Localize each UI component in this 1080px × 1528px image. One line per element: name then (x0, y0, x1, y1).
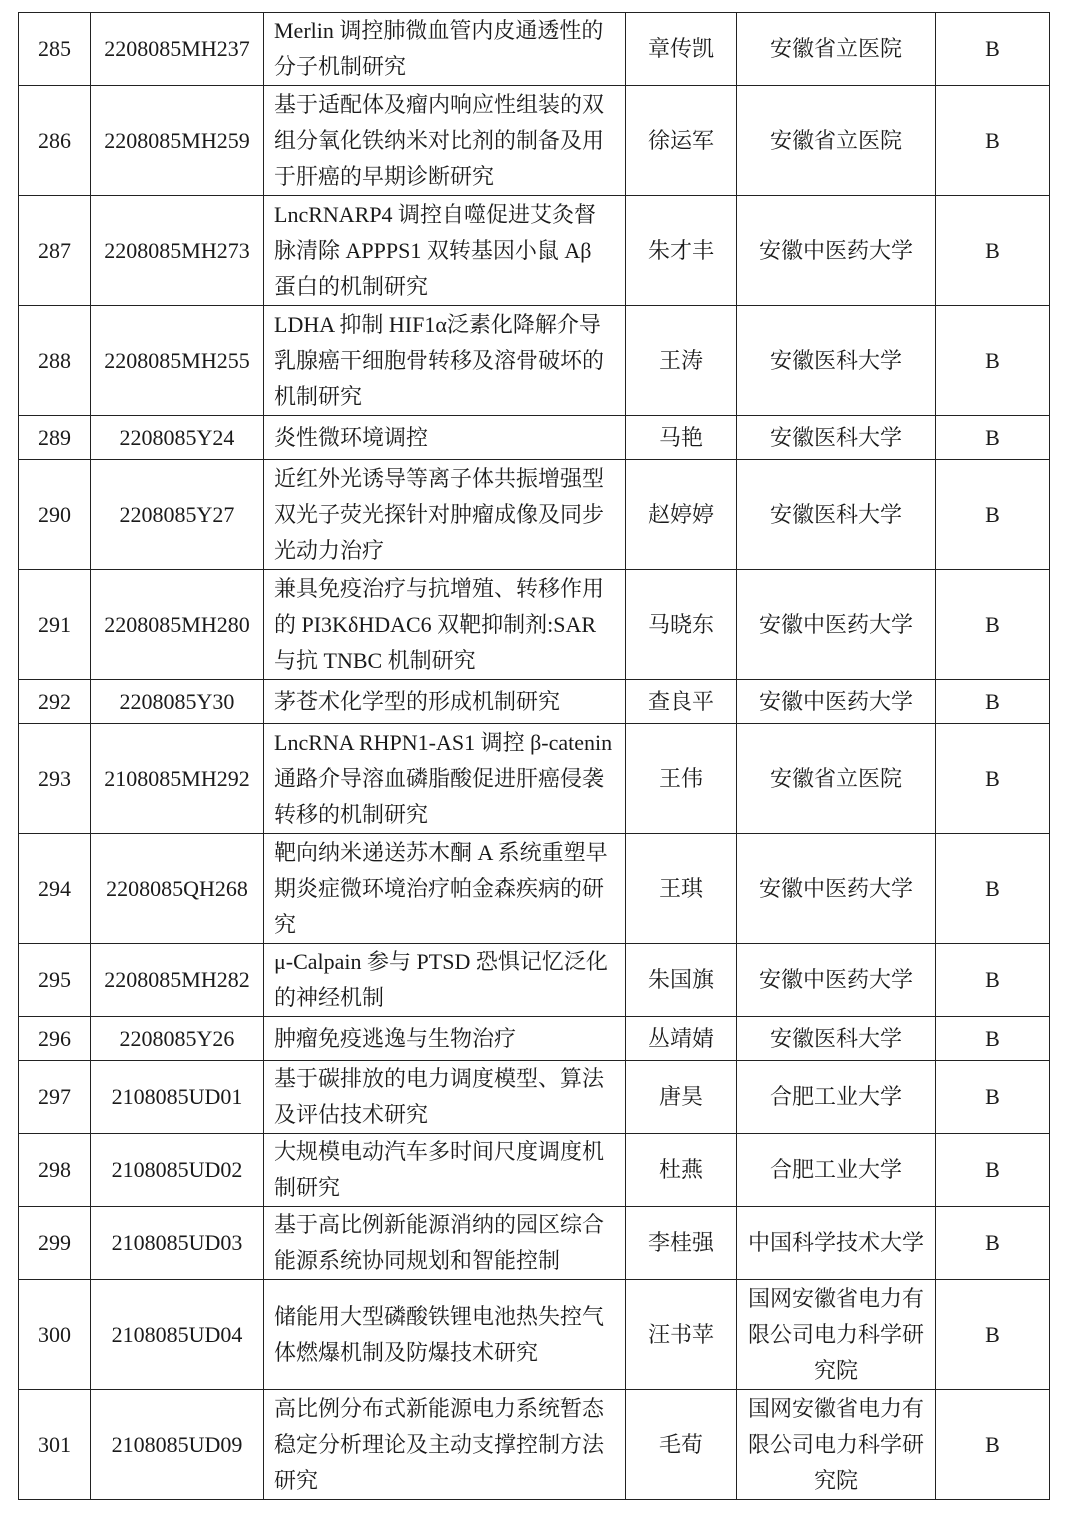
project-code: 2208085Y27 (91, 460, 264, 570)
project-title: 近红外光诱导等离子体共振增强型双光子荧光探针对肿瘤成像及同步光动力治疗 (264, 460, 626, 570)
row-number: 297 (19, 1061, 91, 1134)
host-unit: 安徽医科大学 (737, 306, 936, 416)
table-row (19, 724, 1050, 834)
row-number: 292 (19, 680, 91, 724)
evaluation-grade: B (936, 86, 1050, 196)
row-number: 286 (19, 86, 91, 196)
evaluation-grade: B (936, 570, 1050, 680)
host-unit: 安徽省立医院 (737, 86, 936, 196)
row-number: 289 (19, 416, 91, 460)
table-row (19, 196, 1050, 306)
table-row (19, 1061, 1050, 1134)
table-row (19, 460, 1050, 570)
row-number: 291 (19, 570, 91, 680)
evaluation-grade: B (936, 306, 1050, 416)
project-code: 2108085UD09 (91, 1390, 264, 1500)
host-unit: 国网安徽省电力有限公司电力科学研究院 (737, 1390, 936, 1500)
project-code: 2108085UD03 (91, 1207, 264, 1280)
host-unit: 安徽医科大学 (737, 460, 936, 570)
evaluation-grade: B (936, 460, 1050, 570)
project-code: 2108085MH292 (91, 724, 264, 834)
project-title: 兼具免疫治疗与抗增殖、转移作用的 PI3KδHDAC6 双靶抑制剂:SAR 与抗 TNBC 机制研究 (264, 570, 626, 680)
project-title: 高比例分布式新能源电力系统暂态稳定分析理论及主动支撑控制方法研究 (264, 1390, 626, 1500)
host-unit: 中国科学技术大学 (737, 1207, 936, 1280)
table-row (19, 416, 1050, 460)
project-title: 茅苍术化学型的形成机制研究 (264, 680, 626, 724)
project-code: 2208085Y26 (91, 1017, 264, 1061)
project-code: 2108085UD02 (91, 1134, 264, 1207)
evaluation-grade: B (936, 680, 1050, 724)
project-leader: 赵婷婷 (626, 460, 737, 570)
project-code: 2208085MH282 (91, 944, 264, 1017)
row-number: 285 (19, 13, 91, 86)
host-unit: 安徽中医药大学 (737, 570, 936, 680)
project-code: 2208085MH237 (91, 13, 264, 86)
row-number: 295 (19, 944, 91, 1017)
project-code: 2208085MH273 (91, 196, 264, 306)
project-code: 2208085QH268 (91, 834, 264, 944)
evaluation-grade: B (936, 944, 1050, 1017)
project-code: 2208085MH255 (91, 306, 264, 416)
row-number: 300 (19, 1280, 91, 1390)
project-leader: 朱国旗 (626, 944, 737, 1017)
row-number: 290 (19, 460, 91, 570)
evaluation-grade: B (936, 13, 1050, 86)
row-number: 299 (19, 1207, 91, 1280)
project-code: 2108085UD01 (91, 1061, 264, 1134)
row-number: 296 (19, 1017, 91, 1061)
project-leader: 朱才丰 (626, 196, 737, 306)
project-code: 2208085Y24 (91, 416, 264, 460)
evaluation-grade: B (936, 1207, 1050, 1280)
evaluation-grade: B (936, 1061, 1050, 1134)
evaluation-grade: B (936, 1134, 1050, 1207)
host-unit: 安徽中医药大学 (737, 680, 936, 724)
project-title: LDHA 抑制 HIF1α泛素化降解介导乳腺癌干细胞骨转移及溶骨破坏的机制研究 (264, 306, 626, 416)
table-row (19, 13, 1050, 86)
project-leader: 查良平 (626, 680, 737, 724)
project-title: 基于高比例新能源消纳的园区综合能源系统协同规划和智能控制 (264, 1207, 626, 1280)
evaluation-grade: B (936, 416, 1050, 460)
host-unit: 安徽中医药大学 (737, 196, 936, 306)
project-leader: 毛荀 (626, 1390, 737, 1500)
project-leader: 丛靖婧 (626, 1017, 737, 1061)
project-title: 储能用大型磷酸铁锂电池热失控气体燃爆机制及防爆技术研究 (264, 1280, 626, 1390)
evaluation-grade: B (936, 1017, 1050, 1061)
row-number: 301 (19, 1390, 91, 1500)
project-code: 2108085UD04 (91, 1280, 264, 1390)
table-row (19, 680, 1050, 724)
project-leader: 章传凯 (626, 13, 737, 86)
table-row (19, 306, 1050, 416)
project-table (18, 12, 1050, 1500)
host-unit: 合肥工业大学 (737, 1134, 936, 1207)
table-row (19, 86, 1050, 196)
host-unit: 安徽省立医院 (737, 13, 936, 86)
table-row (19, 1207, 1050, 1280)
evaluation-grade: B (936, 196, 1050, 306)
table-row (19, 1280, 1050, 1390)
project-leader: 王琪 (626, 834, 737, 944)
project-title: 基于适配体及瘤内响应性组装的双组分氧化铁纳米对比剂的制备及用于肝癌的早期诊断研究 (264, 86, 626, 196)
project-leader: 徐运军 (626, 86, 737, 196)
project-title: 炎性微环境调控 (264, 416, 626, 460)
table-row (19, 834, 1050, 944)
project-leader: 王伟 (626, 724, 737, 834)
project-code: 2208085Y30 (91, 680, 264, 724)
row-number: 294 (19, 834, 91, 944)
project-leader: 王涛 (626, 306, 737, 416)
evaluation-grade: B (936, 834, 1050, 944)
project-title: LncRNA RHPN1-AS1 调控 β-catenin 通路介导溶血磷脂酸促进肝癌侵袭转移的机制研究 (264, 724, 626, 834)
project-leader: 马艳 (626, 416, 737, 460)
table-row (19, 1390, 1050, 1500)
table-row (19, 570, 1050, 680)
table-row (19, 944, 1050, 1017)
project-leader: 李桂强 (626, 1207, 737, 1280)
row-number: 293 (19, 724, 91, 834)
project-leader: 唐昊 (626, 1061, 737, 1134)
project-title: 大规模电动汽车多时间尺度调度机制研究 (264, 1134, 626, 1207)
row-number: 287 (19, 196, 91, 306)
table-body (19, 13, 1050, 1500)
project-code: 2208085MH280 (91, 570, 264, 680)
host-unit: 安徽中医药大学 (737, 834, 936, 944)
evaluation-grade: B (936, 724, 1050, 834)
host-unit: 安徽医科大学 (737, 1017, 936, 1061)
host-unit: 安徽中医药大学 (737, 944, 936, 1017)
host-unit: 安徽医科大学 (737, 416, 936, 460)
project-title: 基于碳排放的电力调度模型、算法及评估技术研究 (264, 1061, 626, 1134)
host-unit: 合肥工业大学 (737, 1061, 936, 1134)
project-table-container (18, 12, 1049, 1500)
table-row (19, 1134, 1050, 1207)
row-number: 288 (19, 306, 91, 416)
project-leader: 杜燕 (626, 1134, 737, 1207)
evaluation-grade: B (936, 1390, 1050, 1500)
project-title: LncRNARP4 调控自噬促进艾灸督脉清除 APPPS1 双转基因小鼠 Aβ 蛋白的机制研究 (264, 196, 626, 306)
project-title: 靶向纳米递送苏木酮 A 系统重塑早期炎症微环境治疗帕金森疾病的研究 (264, 834, 626, 944)
project-title: Merlin 调控肺微血管内皮通透性的分子机制研究 (264, 13, 626, 86)
evaluation-grade: B (936, 1280, 1050, 1390)
project-title: 肿瘤免疫逃逸与生物治疗 (264, 1017, 626, 1061)
host-unit: 国网安徽省电力有限公司电力科学研究院 (737, 1280, 936, 1390)
project-leader: 汪书苹 (626, 1280, 737, 1390)
project-code: 2208085MH259 (91, 86, 264, 196)
project-title: μ-Calpain 参与 PTSD 恐惧记忆泛化的神经机制 (264, 944, 626, 1017)
table-row (19, 1017, 1050, 1061)
host-unit: 安徽省立医院 (737, 724, 936, 834)
project-leader: 马晓东 (626, 570, 737, 680)
row-number: 298 (19, 1134, 91, 1207)
